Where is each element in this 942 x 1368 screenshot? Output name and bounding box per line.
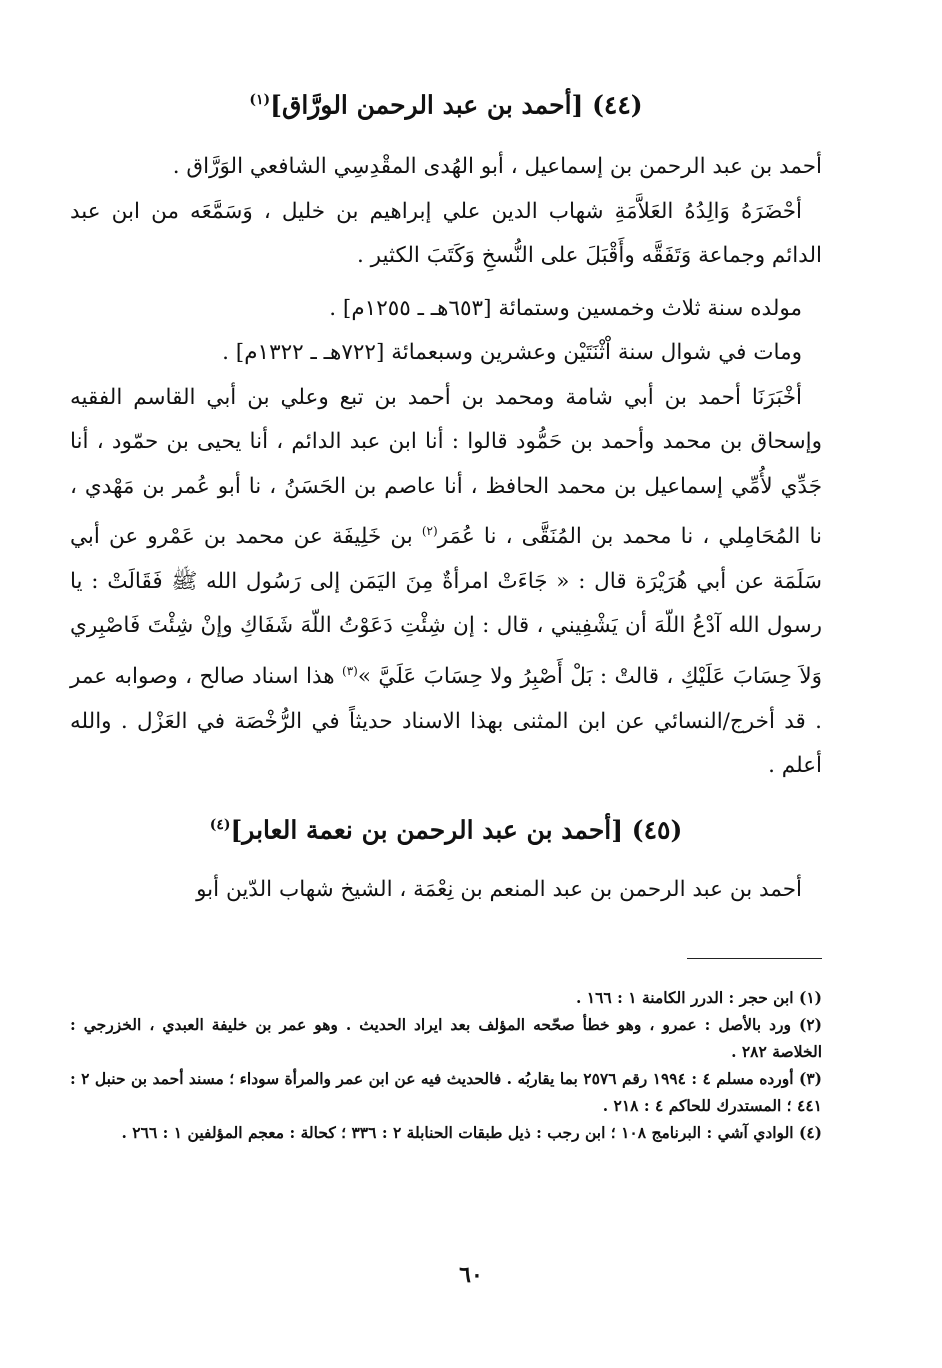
entry-44-title: (٤٤) [أحمد بن عبد الرحمن الورَّاق] <box>270 90 643 120</box>
hadith-note-ref-3: (٣) <box>342 663 358 678</box>
hadith-text: بن خَلِيفَة عن محمد بن عَمْرو عن أبي سَلَمَة عن أبي هُرَيْرَة قال : « جَاءَتْ امرأةٌ مِنَ اليَمَن إلى رَسُول الله ﷺ فَقَالَتْ : يا رسول الله آدْعُ اللّهَ أن يَشْفِيني ، قال : إن شِئْتِ دَعَوْتُ اللّهَ شَفَاكِ وإنْ شِئْتَ فَاصْبِري وَلاَ حِسَابَ عَلَيْكِ ، قالتْ : بَلْ أَصْبِرُ ولا حِسَابَ عَلَيَّ » <box>70 524 822 690</box>
footnote-3: (٣) أورده مسلم ٤ : ١٩٩٤ رقم ٢٥٧٦ بما يقاربُه . فالحديث فيه عن ابن عمر والمرأة سوداء ؛ مسند أحمد بن حنبل ٢ : ٤٤١ ؛ المستدرك للحاكم ٤ : ٢١٨ . <box>70 1069 822 1115</box>
hadith-note-ref-2: (٢) <box>421 524 438 539</box>
page-body <box>70 78 822 912</box>
entry-45-note-ref: (٤) <box>209 816 231 833</box>
footnote-2: (٢) ورد بالأصل : عمرو ، وهو خطأ صحّحه المؤلف بعد ايراد الحديث . وهو عمر بن خليفة العبدي ، الخزرجي : الخلاصة ٢٨٢ . <box>70 1015 822 1061</box>
footnote-4: (٤) الوادي آشي : البرنامج ١٠٨ ؛ ابن رجب : ذيل طبقات الحنابلة ٢ : ٣٣٦ ؛ كحالة : معجم المؤلفين ١ : ٢٦٦ . <box>121 1123 822 1142</box>
footnote-divider <box>687 958 822 959</box>
hadith-comment: هذا اسناد صالح ، وصوابه عمر . قد أخرج/النسائي عن ابن المثنى بهذا الاسناد حديثاً في الرُّخْصَة في العَزْل . والله أعلم . <box>70 664 822 779</box>
entry-45-heading <box>70 803 822 852</box>
hadith-chain: أخْبَرَنَا أحمد بن أبي شامة ومحمد بن أحمد بن تبع وعلي بن أبي القاسم الفقيه وإسحاق بن محمد وأحمد بن حَمُّود قالوا : أنا ابن عبد الدائم ، أنا يحيى بن حمّود ، أنا جَدِّي لأُمِّي إسماعيل بن محمد الحافظ ، أنا عاصم بن الحَسَنُ ، نا أبو عُمر بن مَهْدي ، نا المُحَامِلي ، نا محمد بن المُنَقَّى ، نا عُمَر <box>70 384 822 550</box>
footnote-1: (١) ابن حجر : الدرر الكامنة ١ : ١٦٦ . <box>575 988 822 1007</box>
page-number: ٦٠ <box>459 1262 483 1288</box>
entry-44-study-paragraph: أحْضَرَهُ وَالِدُهُ العَلاَّمَةِ شهاب الدين علي إبراهيم بن خليل ، وَسَمَّعَه من ابن عبد الدائم وجماعة وَتَفَقَّه وأَقْبَلَ على النُّسخِ وَكَتَبَ الكثير . <box>70 198 822 269</box>
entry-45-title: (٤٥) [أحمد بن عبد الرحمن بن نعمة العابر] <box>230 814 683 844</box>
entry-44-hadith <box>70 376 822 789</box>
entry-45-name-paragraph: أحمد بن عبد الرحمن بن عبد المنعم بن نِعْمَة ، الشيخ شهاب الدّين أبو <box>196 876 802 902</box>
entry-44-note-ref: (١) <box>249 92 271 108</box>
entry-44-death: ومات في شوال سنة اْثْنَتَيْن وعشرين وسبعمائة [٧٢٢هـ ـ ١٣٢٢م] . <box>222 340 802 366</box>
footnotes <box>70 984 822 1146</box>
entry-44-heading <box>70 78 822 127</box>
entry-44-name-paragraph: أحمد بن عبد الرحمن بن إسماعيل ، أبو الهُدى المقْدِسِي الشافعي الوَرَّاق . <box>172 154 822 180</box>
entry-44-birth: مولده سنة ثلاث وخمسين وستمائة [٦٥٣هـ ـ ١٢٥٥م] . <box>329 295 802 321</box>
